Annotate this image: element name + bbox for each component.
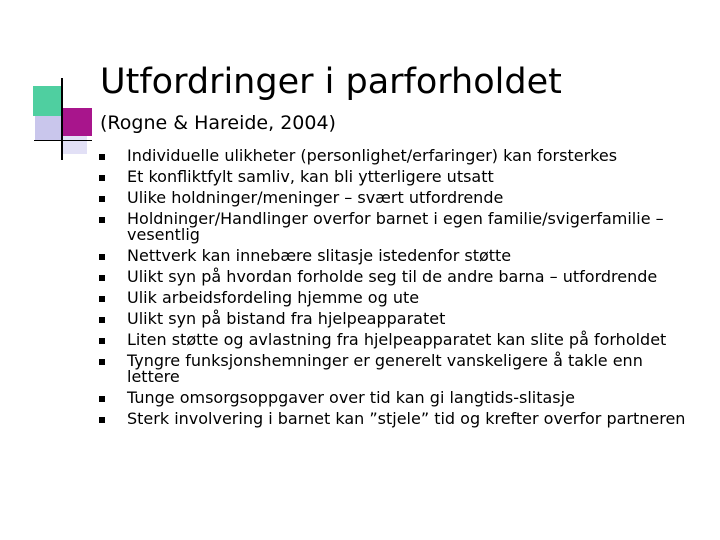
- bullet-item: [97, 190, 697, 206]
- bullet-square-icon: [99, 175, 105, 181]
- bullet-item: [97, 390, 697, 406]
- bullet-square-icon: [99, 296, 105, 302]
- bullet-list: [97, 148, 697, 432]
- slide-title: Utfordringer i parforholdet: [100, 62, 562, 102]
- bullet-item: [97, 411, 697, 427]
- bullet-text: Individuelle ulikheter (personlighet/erfaringer) kan forsterkes: [127, 146, 618, 165]
- bullet-item: [97, 353, 697, 385]
- decorative-purple-square: [62, 108, 92, 136]
- decorative-light-square: [62, 136, 87, 154]
- bullet-square-icon: [99, 196, 105, 202]
- bullet-item: [97, 311, 697, 327]
- bullet-item: [97, 148, 697, 164]
- bullet-item: [97, 290, 697, 306]
- bullet-square-icon: [99, 338, 105, 344]
- bullet-text: Ulikt syn på hvordan forholde seg til de andre barna – utfordrende: [127, 267, 658, 286]
- bullet-item: [97, 169, 697, 185]
- bullet-text: Nettverk kan innebære slitasje istedenfor støtte: [127, 246, 512, 265]
- bullet-text: Ulik arbeidsfordeling hjemme og ute: [127, 288, 420, 307]
- bullet-square-icon: [99, 417, 105, 423]
- bullet-text: Et konfliktfylt samliv, kan bli ytterligere utsatt: [127, 167, 494, 186]
- bullet-square-icon: [99, 396, 105, 402]
- bullet-text: Sterk involvering i barnet kan ”stjele” tid og krefter overfor partneren: [127, 409, 686, 428]
- bullet-item: [97, 211, 697, 243]
- bullet-square-icon: [99, 275, 105, 281]
- bullet-text: Ulike holdninger/meninger – svært utfordrende: [127, 188, 504, 207]
- decorative-horizontal-line: [34, 140, 92, 141]
- bullet-item: [97, 248, 697, 264]
- bullet-text: Ulikt syn på bistand fra hjelpeapparatet: [127, 309, 446, 328]
- slide-subtitle: (Rogne & Hareide, 2004): [100, 112, 336, 134]
- bullet-text: Tunge omsorgsoppgaver over tid kan gi langtids-slitasje: [127, 388, 575, 407]
- bullet-square-icon: [99, 217, 105, 223]
- decorative-vertical-line: [61, 78, 63, 160]
- decorative-lavender-square: [35, 116, 63, 140]
- decorative-green-square: [33, 86, 63, 116]
- bullet-square-icon: [99, 154, 105, 160]
- bullet-square-icon: [99, 359, 105, 365]
- bullet-text: Tyngre funksjonshemninger er generelt vanskeligere å takle enn lettere: [127, 351, 643, 386]
- bullet-text: Liten støtte og avlastning fra hjelpeapparatet kan slite på forholdet: [127, 330, 667, 349]
- bullet-square-icon: [99, 254, 105, 260]
- bullet-item: [97, 269, 697, 285]
- bullet-square-icon: [99, 317, 105, 323]
- bullet-item: [97, 332, 697, 348]
- bullet-text: Holdninger/Handlinger overfor barnet i egen familie/svigerfamilie – vesentlig: [127, 209, 664, 244]
